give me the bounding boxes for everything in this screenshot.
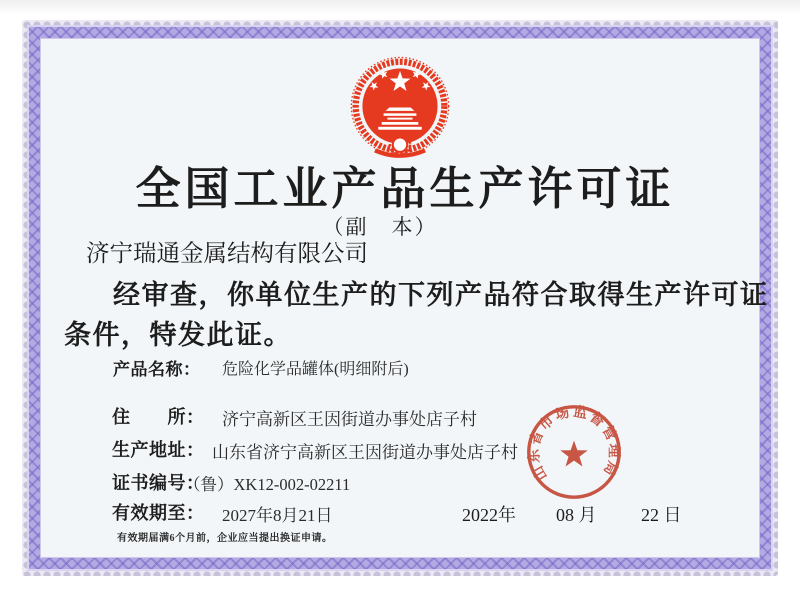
valid-until-value: 2027年8月21日 [222,506,333,525]
national-emblem-icon [342,56,458,162]
official-seal [524,400,624,504]
product-name-value: 危险化学品罐体(明细附后) [222,361,409,378]
residence-value: 济宁高新区王因街道办事处店子村 [222,410,477,429]
company-name: 济宁瑞通金属结构有限公司 [86,241,368,267]
seal-text: 山东省市场监督管理局 [526,404,621,483]
certificate-number-value: （鲁）XK12-002-02211 [184,475,351,494]
certificate-number-label: 证书编号： [112,473,205,493]
seal-star-icon [560,440,587,466]
valid-until-label: 有效期至： [112,503,205,523]
issue-date-day: 22 日 [641,505,682,525]
residence-label: 住 所： [112,407,205,427]
product-name-label: 产品名称： [113,360,201,379]
issue-date-year: 2022年 [462,505,516,525]
production-address-value: 山东省济宁高新区王因街道办事处店子村 [212,443,518,462]
certificate-title: 全国工业产品生产许可证 [135,164,675,214]
issue-date-month: 08 月 [556,505,597,525]
renewal-footnote: 有效期届满6个月前，企业应当提出换证申请。 [117,533,333,544]
production-address-label: 生产地址： [112,440,205,460]
statement-line-1: 经审查，你单位生产的下列产品符合取得生产许可证 [113,280,769,310]
duplicate-copy-subtitle: （副 本） [322,215,438,239]
statement-line-2: 条件，特发此证。 [64,320,292,350]
